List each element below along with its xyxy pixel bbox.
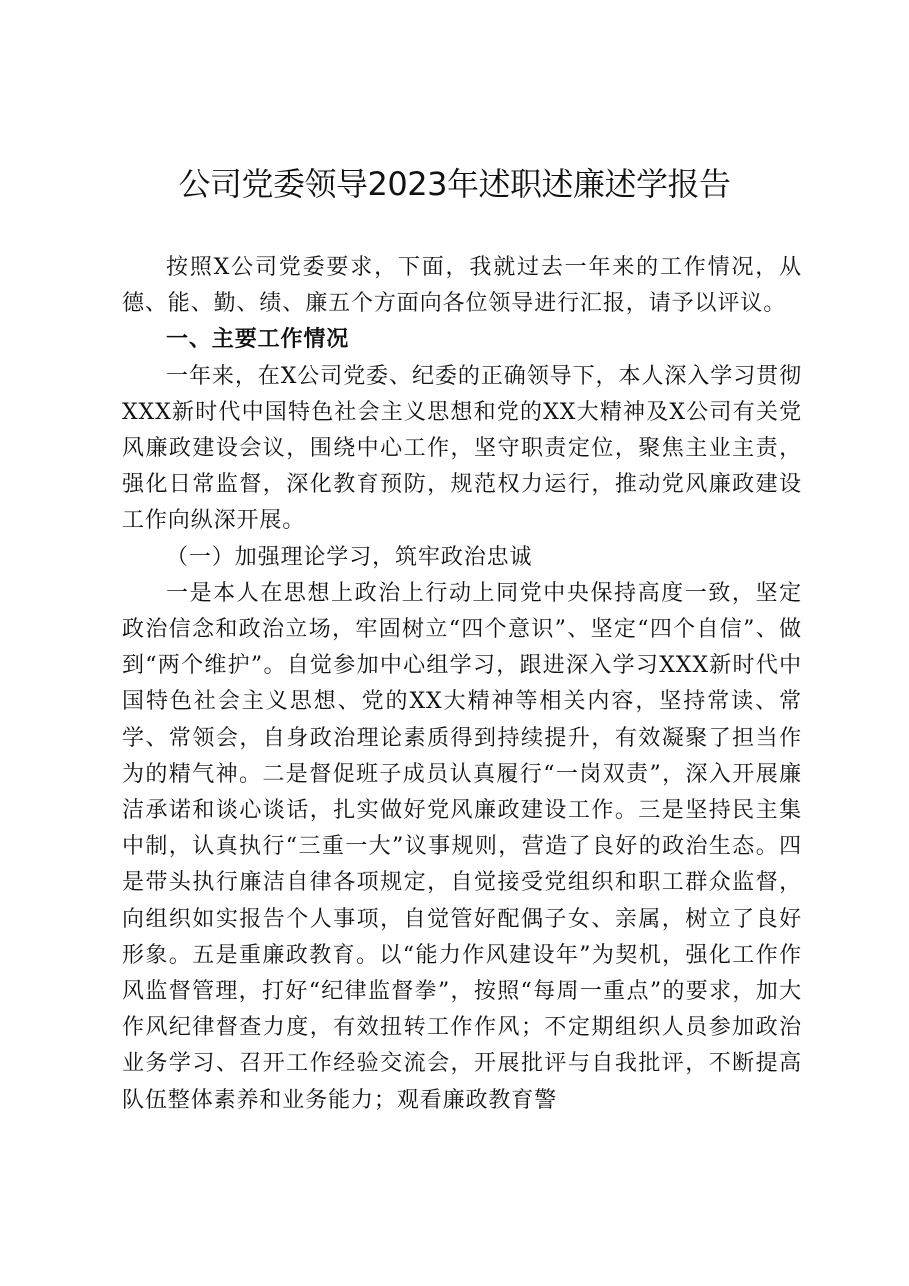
section-main-work-paragraph: 一年来，在X公司党委、纪委的正确领导下，本人深入学习贯彻XXX新时代中国特色社会主义思想和党的XX大精神及X公司有关党风廉政建设会议，围绕中心工作，坚守职责定位，聚焦主业主责，强化日常监督，深化教育预防，规范权力运行，推动党风廉政建设工作向纵深开展。	[122, 363, 802, 534]
intro-paragraph: 按照X公司党委要求，下面，我就过去一年来的工作情况，从德、能、勤、绩、廉五个方面向各位领导进行汇报，请予以评议。	[122, 255, 802, 317]
document-title: 公司党委领导2023年述职述廉述学报告	[178, 165, 731, 203]
document-body	[122, 250, 802, 1119]
section-heading-main-work: 一、主要工作情况	[166, 327, 350, 353]
subsection-theory-study-paragraph: 一是本人在思想上政治上行动上同党中央保持高度一致，坚定政治信念和政治立场，牢固树立“四个意识”、坚定“四个自信”、做到“两个维护”。自觉参加中心组学习，跟进深入学习XXX新时代中国特色社会主义思想、党的XX大精神等相关内容，坚持常读、常学、常领会，自身政治理论素质得到持续提升，有效凝聚了担当作为的精气神。二是督促班子成员认真履行“一岗双责”，深入开展廉洁承诺和谈心谈话，扎实做好党风廉政建设工作。三是坚持民主集中制，认真执行“三重一大”议事规则，营造了良好的政治生态。四是带头执行廉洁自律各项规定，自觉接受党组织和职工群众监督，向组织如实报告个人事项，自觉管好配偶子女、亲属，树立了良好形象。五是重廉政教育。以“能力作风建设年”为契机，强化工作作风监督管理，打好“纪律监督拳”，按照“每周一重点”的要求，加大作风纪律督查力度，有效扭转工作作风；不定期组织人员参加政治业务学习、召开工作经验交流会，开展批评与自我批评，不断提高队伍整体素养和业务能力；观看廉政教育警	[122, 580, 802, 1113]
subsection-heading-theory-study: （一）加强理论学习，筑牢政治忠诚	[166, 544, 533, 570]
